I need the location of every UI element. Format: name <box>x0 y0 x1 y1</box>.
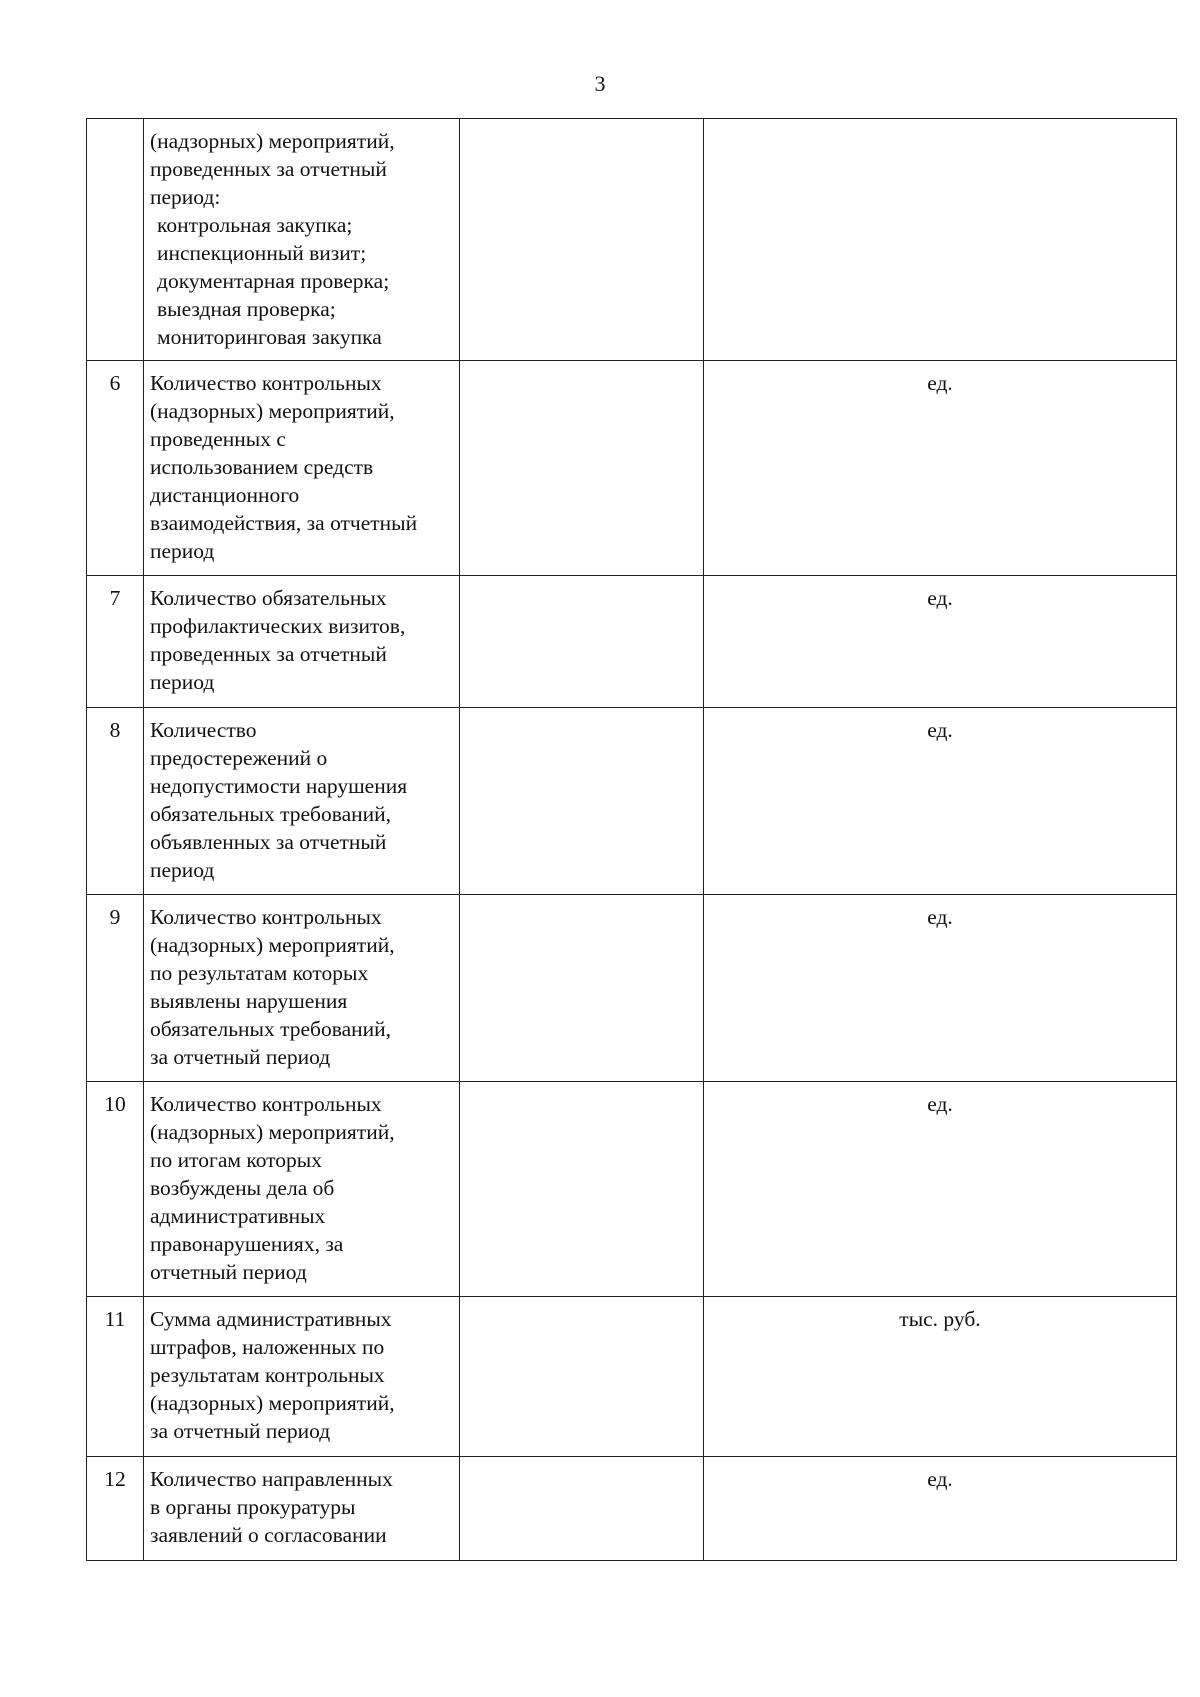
indicator-name-line: проведенных за отчетный <box>150 157 387 181</box>
indicator-name-line: по итогам которых <box>150 1148 322 1172</box>
indicator-name-line: Количество контрольных <box>150 905 382 929</box>
row-number-cell: 10 <box>87 1082 144 1297</box>
indicator-name-line: Количество направленных <box>150 1467 393 1491</box>
indicators-table-body <box>87 119 1177 1561</box>
indicator-name-line: (надзорных) мероприятий, <box>150 1120 395 1144</box>
indicator-name-line: недопустимости нарушения <box>150 774 408 798</box>
indicator-name-line: выявлены нарушения <box>150 989 348 1013</box>
indicator-name-cell <box>144 1457 460 1561</box>
indicator-value-cell <box>460 1457 704 1561</box>
table-row <box>87 361 1177 576</box>
indicator-name-line: объявленных за отчетный <box>150 830 387 854</box>
unit-cell: ед. <box>704 1457 1177 1561</box>
event-type-item: контрольная закупка; <box>157 213 353 237</box>
table-row <box>87 895 1177 1082</box>
indicator-value-cell <box>460 895 704 1082</box>
indicator-name-line: по результатам которых <box>150 961 369 985</box>
indicator-name-line: в органы прокуратуры <box>150 1495 356 1519</box>
indicator-name-line: возбуждены дела об <box>150 1176 335 1200</box>
indicator-name-line: Количество обязательных <box>150 586 387 610</box>
indicator-value-cell <box>460 576 704 708</box>
table-row <box>87 119 1177 361</box>
indicator-name-line: за отчетный период <box>150 1045 331 1069</box>
event-type-item: выездная проверка; <box>157 297 336 321</box>
unit-cell <box>704 119 1177 361</box>
indicator-name-line: (надзорных) мероприятий, <box>150 399 395 423</box>
row-number-cell: 12 <box>87 1457 144 1561</box>
indicator-name-line: административных <box>150 1204 326 1228</box>
row-number-cell: 11 <box>87 1297 144 1457</box>
row-number-cell: 8 <box>87 708 144 895</box>
indicator-name-cell <box>144 576 460 708</box>
indicator-name-line: период <box>150 858 215 882</box>
indicator-name-line: обязательных требований, <box>150 802 392 826</box>
indicator-name-line: обязательных требований, <box>150 1017 392 1041</box>
event-type-item: мониторинговая закупка <box>157 325 382 349</box>
row-number-cell: 7 <box>87 576 144 708</box>
indicator-value-cell <box>460 119 704 361</box>
indicator-name-cell <box>144 895 460 1082</box>
indicator-name-line: штрафов, наложенных по <box>150 1335 385 1359</box>
indicator-name-cell <box>144 1297 460 1457</box>
row-number-cell: 9 <box>87 895 144 1082</box>
indicator-name-line: период <box>150 670 215 694</box>
indicator-name-line: (надзорных) мероприятий, <box>150 1391 395 1415</box>
indicator-name-line: Количество контрольных <box>150 1092 382 1116</box>
indicator-name-line: (надзорных) мероприятий, <box>150 129 395 153</box>
row-number-cell <box>87 119 144 361</box>
indicator-name-line: результатам контрольных <box>150 1363 385 1387</box>
unit-cell: ед. <box>704 361 1177 576</box>
unit-cell: ед. <box>704 708 1177 895</box>
event-type-item: документарная проверка; <box>157 269 390 293</box>
indicator-name-cell <box>144 708 460 895</box>
unit-cell: ед. <box>704 576 1177 708</box>
indicator-name-line: проведенных за отчетный <box>150 642 387 666</box>
indicator-name-line: использованием средств <box>150 455 374 479</box>
unit-cell: ед. <box>704 1082 1177 1297</box>
indicator-name-line: Количество контрольных <box>150 371 382 395</box>
indicator-name-line: Сумма административных <box>150 1307 392 1331</box>
indicator-name-line: профилактических визитов, <box>150 614 406 638</box>
indicator-value-cell <box>460 361 704 576</box>
indicator-name-line: период: <box>150 185 221 209</box>
indicator-name-line: правонарушениях, за <box>150 1232 344 1256</box>
indicator-name-line: за отчетный период <box>150 1419 331 1443</box>
table-row <box>87 1082 1177 1297</box>
indicator-value-cell <box>460 1297 704 1457</box>
page-number: 3 <box>594 71 606 96</box>
indicator-name-line: отчетный период <box>150 1260 307 1284</box>
indicators-table <box>86 118 1177 1561</box>
unit-cell: ед. <box>704 895 1177 1082</box>
indicator-name-cell <box>144 119 460 361</box>
table-row <box>87 576 1177 708</box>
unit-cell: тыс. руб. <box>704 1297 1177 1457</box>
indicator-value-cell <box>460 1082 704 1297</box>
table-row <box>87 1297 1177 1457</box>
indicator-name-line: Количество <box>150 718 257 742</box>
indicator-name-line: период <box>150 539 215 563</box>
table-row <box>87 1457 1177 1561</box>
event-type-item: инспекционный визит; <box>157 241 367 265</box>
row-number-cell: 6 <box>87 361 144 576</box>
indicator-name-line: предостережений о <box>150 746 328 770</box>
indicator-name-line: дистанционного <box>150 483 300 507</box>
indicator-name-line: заявлений о согласовании <box>150 1523 387 1547</box>
table-row <box>87 708 1177 895</box>
indicator-value-cell <box>460 708 704 895</box>
indicator-name-line: взаимодействия, за отчетный <box>150 511 418 535</box>
indicator-name-cell <box>144 1082 460 1297</box>
indicator-name-line: проведенных с <box>150 427 286 451</box>
indicator-name-cell <box>144 361 460 576</box>
indicator-name-line: (надзорных) мероприятий, <box>150 933 395 957</box>
